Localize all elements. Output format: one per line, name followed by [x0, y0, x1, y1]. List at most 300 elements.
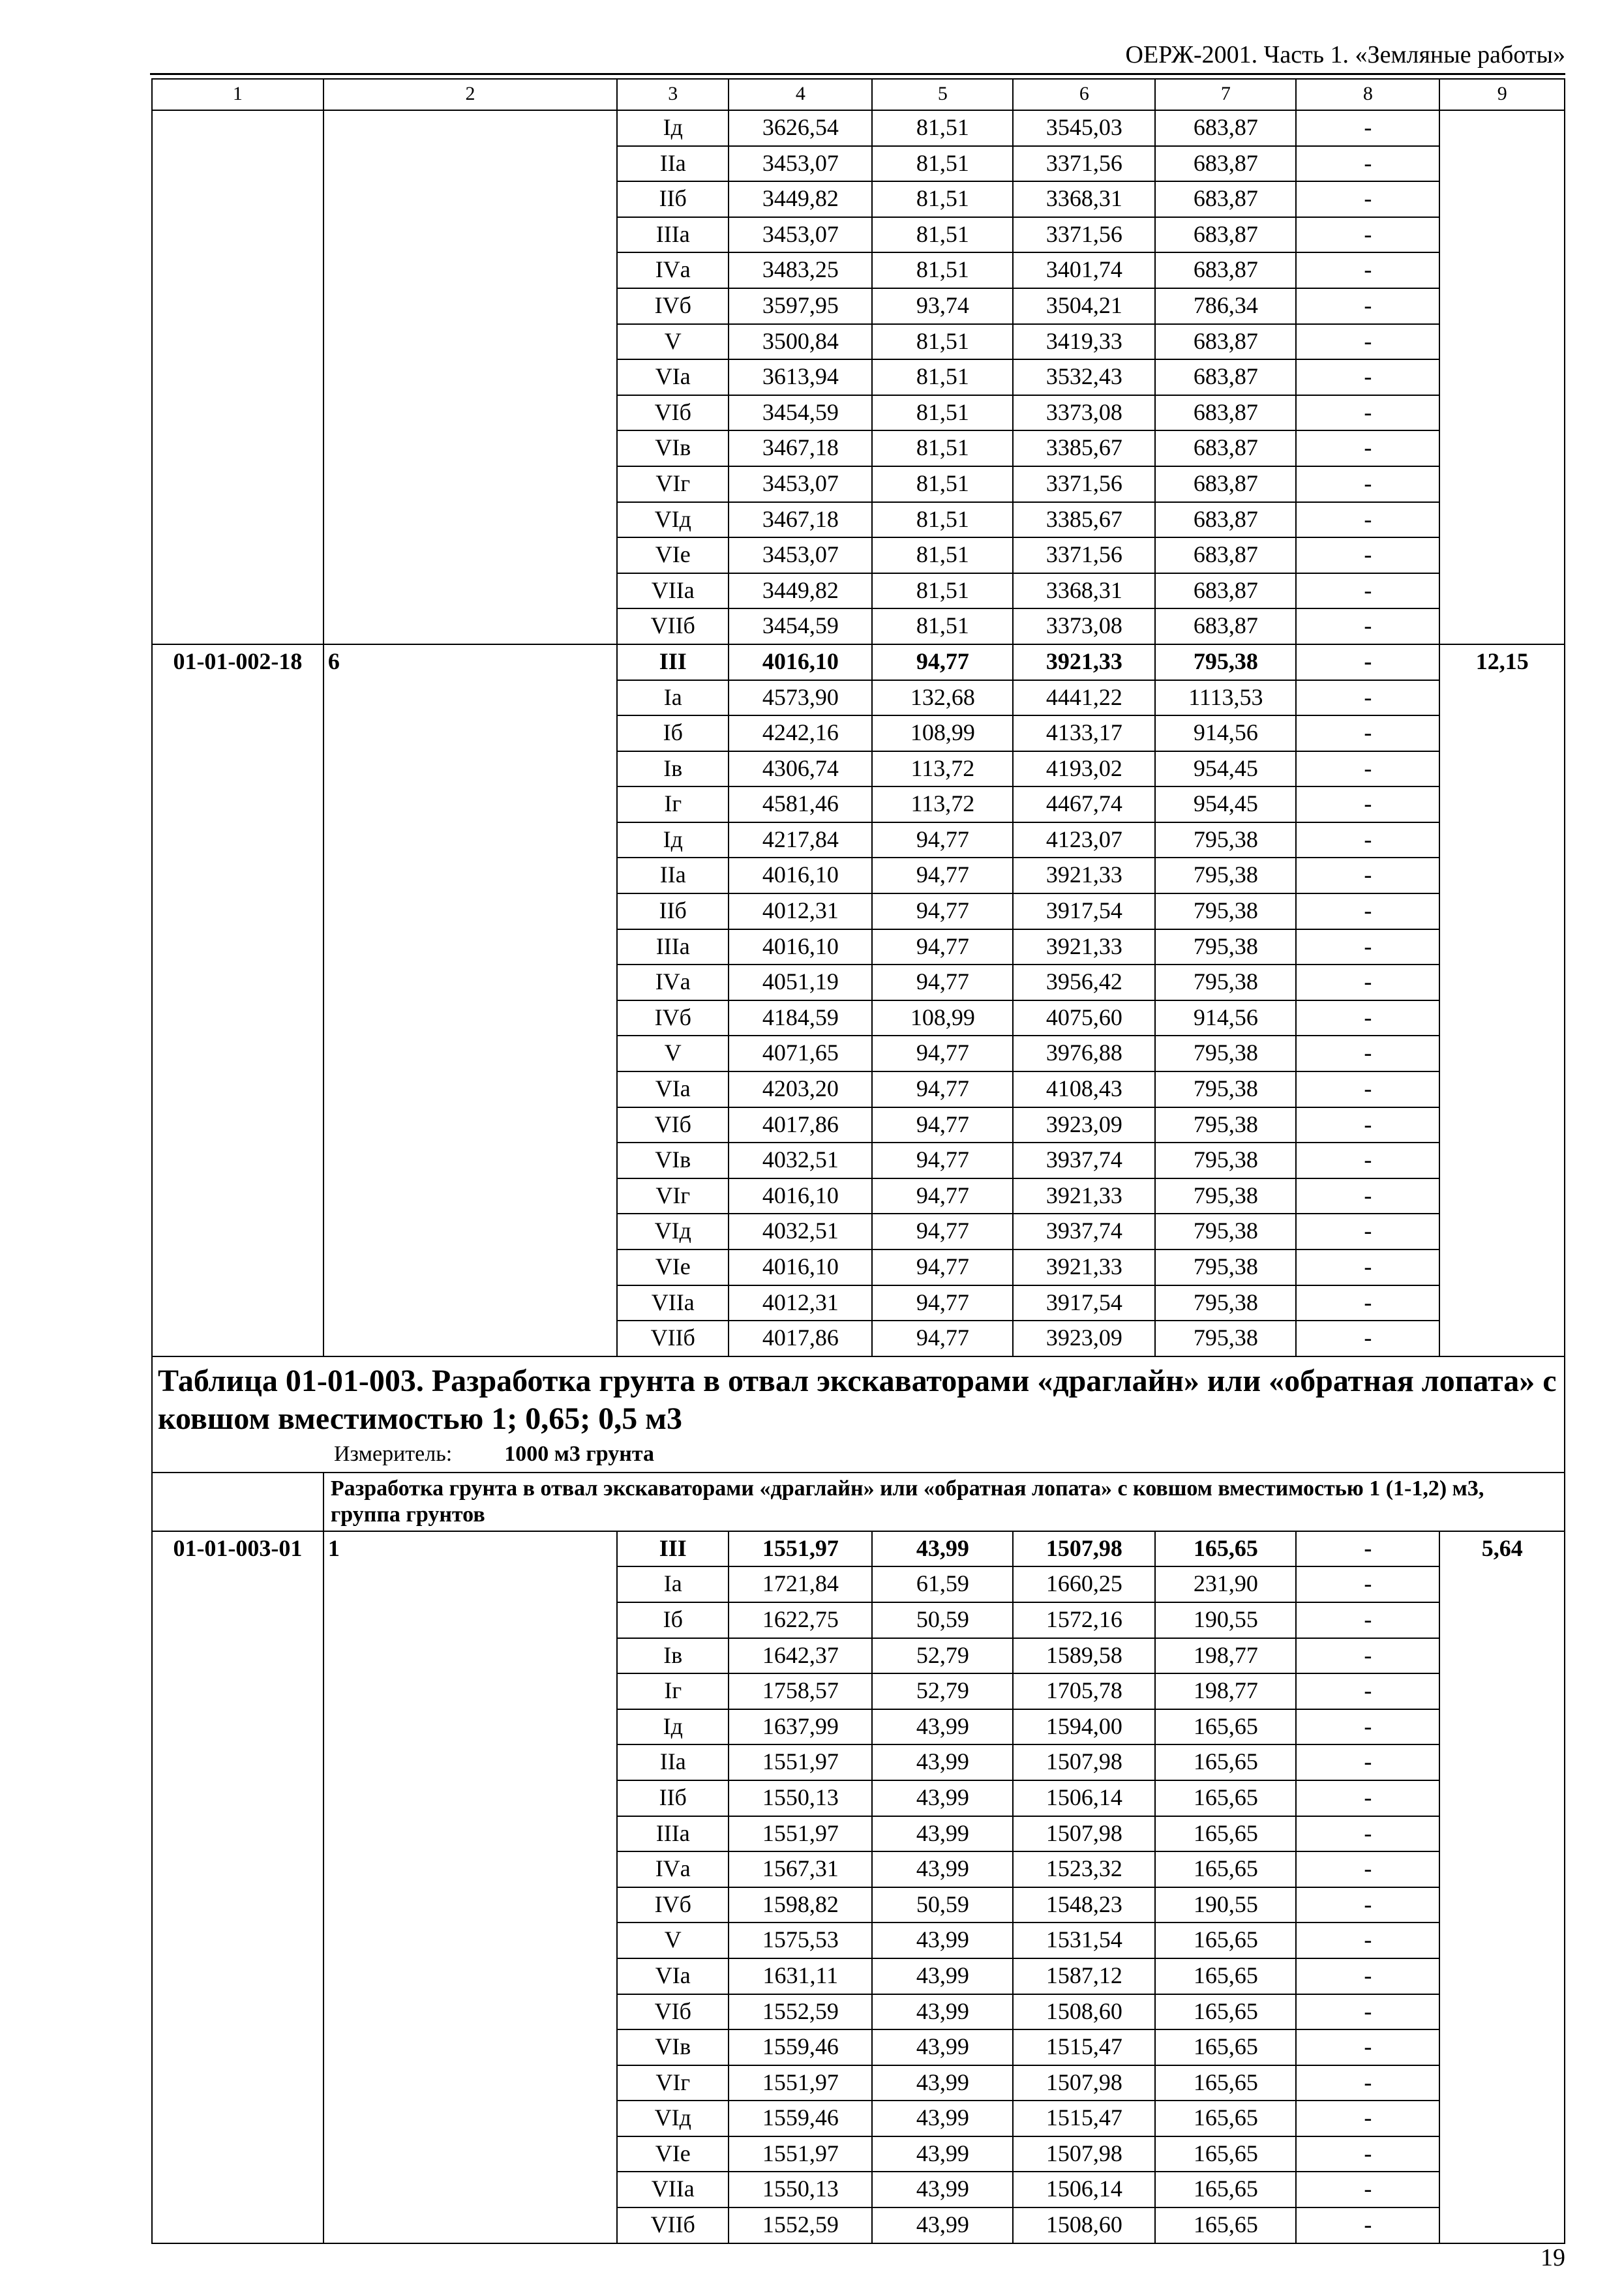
- materials-cost: -: [1296, 1709, 1439, 1745]
- materials-cost: -: [1296, 502, 1439, 538]
- table-title-cell: [152, 1356, 1565, 1473]
- soil-group: IIIа: [617, 929, 729, 965]
- soil-group: VIд: [617, 2101, 729, 2136]
- machinist-wage: 683,87: [1155, 359, 1296, 395]
- soil-group: Iд: [617, 822, 729, 858]
- header-rule: [150, 73, 1565, 75]
- soil-group: VIе: [617, 537, 729, 573]
- materials-cost: -: [1296, 1178, 1439, 1214]
- materials-cost: -: [1296, 1922, 1439, 1958]
- total-cost: 4217,84: [729, 822, 872, 858]
- machine-cost: 1523,32: [1013, 1851, 1155, 1887]
- total-cost: 3597,95: [729, 288, 872, 324]
- soil-group: VIг: [617, 2065, 729, 2101]
- soil-group: VIд: [617, 1214, 729, 1249]
- machinist-wage: 914,56: [1155, 715, 1296, 751]
- labor-cost: 94,77: [872, 893, 1013, 929]
- labor-cost: 43,99: [872, 1531, 1013, 1567]
- machinist-wage: 165,65: [1155, 2136, 1296, 2172]
- soil-group: Iв: [617, 1638, 729, 1674]
- materials-cost: -: [1296, 2029, 1439, 2065]
- machinist-wage: 683,87: [1155, 395, 1296, 431]
- soil-group: IVа: [617, 1851, 729, 1887]
- machine-cost: 1507,98: [1013, 1816, 1155, 1852]
- materials-cost: -: [1296, 1994, 1439, 2030]
- machinist-wage: 683,87: [1155, 502, 1296, 538]
- table-title-row: [152, 1356, 1565, 1473]
- machinist-wage: 165,65: [1155, 1780, 1296, 1816]
- soil-group: VIг: [617, 466, 729, 502]
- materials-cost: -: [1296, 1673, 1439, 1709]
- total-cost: 1637,99: [729, 1709, 872, 1745]
- total-cost: 1552,59: [729, 2207, 872, 2243]
- machinist-wage: 795,38: [1155, 1036, 1296, 1071]
- labor-cost: 94,77: [872, 1321, 1013, 1356]
- materials-cost: -: [1296, 644, 1439, 680]
- machine-cost: 1508,60: [1013, 2207, 1155, 2243]
- column-number: 3: [617, 79, 729, 110]
- materials-cost: -: [1296, 1036, 1439, 1071]
- machine-cost: 1548,23: [1013, 1887, 1155, 1923]
- rate-name: 1: [323, 1531, 617, 2243]
- machinist-wage: 165,65: [1155, 1994, 1296, 2030]
- total-cost: 1642,37: [729, 1638, 872, 1674]
- soil-group: IIб: [617, 1780, 729, 1816]
- total-cost: 3453,07: [729, 466, 872, 502]
- total-cost: 4017,86: [729, 1321, 872, 1356]
- labor-cost: 94,77: [872, 1285, 1013, 1321]
- labor-cost: 43,99: [872, 1780, 1013, 1816]
- machine-cost: 3385,67: [1013, 430, 1155, 466]
- column-number: 7: [1155, 79, 1296, 110]
- total-cost: 4016,10: [729, 644, 872, 680]
- materials-cost: -: [1296, 858, 1439, 893]
- soil-group: Iв: [617, 751, 729, 787]
- labor-cost: 94,77: [872, 1214, 1013, 1249]
- machinist-wage: 231,90: [1155, 1566, 1296, 1602]
- column-number: 8: [1296, 79, 1439, 110]
- materials-cost: -: [1296, 2101, 1439, 2136]
- machinist-wage: 165,65: [1155, 1958, 1296, 1994]
- total-cost: 4012,31: [729, 1285, 872, 1321]
- soil-group: VIе: [617, 1249, 729, 1285]
- machinist-wage: 795,38: [1155, 929, 1296, 965]
- total-cost: 3500,84: [729, 324, 872, 360]
- machine-cost: 3504,21: [1013, 288, 1155, 324]
- soil-group: VIIб: [617, 1321, 729, 1356]
- soil-group: Iа: [617, 680, 729, 716]
- labor-cost: 113,72: [872, 786, 1013, 822]
- machinist-wage: 683,87: [1155, 324, 1296, 360]
- materials-cost: -: [1296, 1958, 1439, 1994]
- machinist-wage: 683,87: [1155, 466, 1296, 502]
- soil-group: VIIб: [617, 2207, 729, 2243]
- materials-cost: -: [1296, 1214, 1439, 1249]
- machine-cost: 3545,03: [1013, 110, 1155, 146]
- materials-cost: -: [1296, 2136, 1439, 2172]
- materials-cost: -: [1296, 466, 1439, 502]
- machine-cost: 3976,88: [1013, 1036, 1155, 1071]
- materials-cost: -: [1296, 965, 1439, 1000]
- machine-cost: 3385,67: [1013, 502, 1155, 538]
- materials-cost: -: [1296, 1249, 1439, 1285]
- materials-cost: -: [1296, 608, 1439, 644]
- soil-group: Iб: [617, 1602, 729, 1638]
- total-cost: 1575,53: [729, 1922, 872, 1958]
- soil-group: V: [617, 1922, 729, 1958]
- total-cost: 4016,10: [729, 929, 872, 965]
- machinist-wage: 795,38: [1155, 1071, 1296, 1107]
- total-cost: 1721,84: [729, 1566, 872, 1602]
- labor-cost: 43,99: [872, 1958, 1013, 1994]
- total-cost: 4203,20: [729, 1071, 872, 1107]
- labor-cost: 81,51: [872, 466, 1013, 502]
- machinist-wage: 165,65: [1155, 2065, 1296, 2101]
- materials-cost: -: [1296, 1744, 1439, 1780]
- labor-cost: 81,51: [872, 324, 1013, 360]
- total-cost: 4184,59: [729, 1000, 872, 1036]
- total-cost: 1559,46: [729, 2029, 872, 2065]
- column-number-row: [152, 79, 1565, 110]
- labor-cost: 52,79: [872, 1638, 1013, 1674]
- labor-cost: 94,77: [872, 965, 1013, 1000]
- labor-cost: 43,99: [872, 1922, 1013, 1958]
- machine-cost: 3532,43: [1013, 359, 1155, 395]
- materials-cost: -: [1296, 1887, 1439, 1923]
- machine-cost: 3921,33: [1013, 929, 1155, 965]
- labor-cost: 94,77: [872, 1249, 1013, 1285]
- soil-group: VIIа: [617, 1285, 729, 1321]
- total-cost: 1550,13: [729, 2172, 872, 2207]
- total-cost: 4051,19: [729, 965, 872, 1000]
- labor-cost: 81,51: [872, 537, 1013, 573]
- labor-cost: 94,77: [872, 929, 1013, 965]
- machine-cost: 1515,47: [1013, 2029, 1155, 2065]
- soil-group: VIд: [617, 502, 729, 538]
- total-cost: 3626,54: [729, 110, 872, 146]
- price-table-body: [152, 79, 1565, 2243]
- materials-cost: -: [1296, 252, 1439, 288]
- soil-group: Iд: [617, 110, 729, 146]
- machinist-wage: 683,87: [1155, 573, 1296, 609]
- machine-cost: 3917,54: [1013, 893, 1155, 929]
- labor-rate: [1439, 110, 1565, 644]
- section-description: Разработка грунта в отвал экскаваторами «драглайн» или «обратная лопата» с ковшом вместимостью 1 (1-1,2) м3, группа грунтов: [323, 1473, 1565, 1531]
- total-cost: 3454,59: [729, 395, 872, 431]
- materials-cost: -: [1296, 395, 1439, 431]
- total-cost: 1551,97: [729, 1531, 872, 1567]
- machinist-wage: 683,87: [1155, 110, 1296, 146]
- materials-cost: -: [1296, 2065, 1439, 2101]
- materials-cost: -: [1296, 1107, 1439, 1143]
- materials-cost: -: [1296, 1071, 1439, 1107]
- labor-cost: 81,51: [872, 573, 1013, 609]
- total-cost: 3449,82: [729, 181, 872, 217]
- column-number: 5: [872, 79, 1013, 110]
- soil-group: Iб: [617, 715, 729, 751]
- labor-cost: 43,99: [872, 1709, 1013, 1745]
- machine-cost: 3917,54: [1013, 1285, 1155, 1321]
- table-row: [152, 110, 1565, 146]
- labor-cost: 113,72: [872, 751, 1013, 787]
- labor-rate: 12,15: [1439, 644, 1565, 1356]
- machinist-wage: 190,55: [1155, 1887, 1296, 1923]
- machine-cost: 1587,12: [1013, 1958, 1155, 1994]
- machinist-wage: 683,87: [1155, 430, 1296, 466]
- labor-rate: 5,64: [1439, 1531, 1565, 2243]
- labor-cost: 43,99: [872, 2172, 1013, 2207]
- labor-cost: 81,51: [872, 181, 1013, 217]
- soil-group: IIа: [617, 858, 729, 893]
- rate-code: 01-01-002-18: [152, 644, 323, 1356]
- total-cost: 3449,82: [729, 573, 872, 609]
- total-cost: 4071,65: [729, 1036, 872, 1071]
- machinist-wage: 683,87: [1155, 537, 1296, 573]
- price-table: [151, 78, 1565, 2244]
- machine-cost: 1506,14: [1013, 1780, 1155, 1816]
- machine-cost: 3921,33: [1013, 644, 1155, 680]
- soil-group: V: [617, 1036, 729, 1071]
- materials-cost: -: [1296, 181, 1439, 217]
- soil-group: IVб: [617, 1887, 729, 1923]
- column-number: 4: [729, 79, 872, 110]
- machinist-wage: 795,38: [1155, 1214, 1296, 1249]
- total-cost: 4032,51: [729, 1214, 872, 1249]
- column-number: 6: [1013, 79, 1155, 110]
- unit-of-measure: [334, 1441, 1559, 1468]
- total-cost: 1622,75: [729, 1602, 872, 1638]
- soil-group: VIг: [617, 1178, 729, 1214]
- section-row: [152, 1473, 1565, 1531]
- labor-cost: 81,51: [872, 502, 1013, 538]
- machine-cost: 1515,47: [1013, 2101, 1155, 2136]
- labor-cost: 108,99: [872, 1000, 1013, 1036]
- machinist-wage: 954,45: [1155, 751, 1296, 787]
- soil-group: VIв: [617, 2029, 729, 2065]
- total-cost: 4017,86: [729, 1107, 872, 1143]
- soil-group: VIе: [617, 2136, 729, 2172]
- soil-group: IIб: [617, 893, 729, 929]
- labor-cost: 94,77: [872, 858, 1013, 893]
- machinist-wage: 795,38: [1155, 1143, 1296, 1178]
- total-cost: 3453,07: [729, 537, 872, 573]
- machine-cost: 1705,78: [1013, 1673, 1155, 1709]
- labor-cost: 108,99: [872, 715, 1013, 751]
- materials-cost: -: [1296, 929, 1439, 965]
- soil-group: III: [617, 1531, 729, 1567]
- soil-group: IIа: [617, 1744, 729, 1780]
- machine-cost: 4108,43: [1013, 1071, 1155, 1107]
- total-cost: 1567,31: [729, 1851, 872, 1887]
- total-cost: 1631,11: [729, 1958, 872, 1994]
- materials-cost: -: [1296, 1000, 1439, 1036]
- soil-group: Iг: [617, 1673, 729, 1709]
- materials-cost: -: [1296, 110, 1439, 146]
- soil-group: Iа: [617, 1566, 729, 1602]
- machine-cost: 3956,42: [1013, 965, 1155, 1000]
- total-cost: 4242,16: [729, 715, 872, 751]
- page-number: 19: [1541, 2244, 1565, 2271]
- machine-cost: 1594,00: [1013, 1709, 1155, 1745]
- soil-group: VIб: [617, 1107, 729, 1143]
- machinist-wage: 165,65: [1155, 2172, 1296, 2207]
- machinist-wage: 795,38: [1155, 965, 1296, 1000]
- machine-cost: 3923,09: [1013, 1321, 1155, 1356]
- machinist-wage: 683,87: [1155, 608, 1296, 644]
- machine-cost: 1507,98: [1013, 1744, 1155, 1780]
- labor-cost: 94,77: [872, 1143, 1013, 1178]
- machine-cost: 3921,33: [1013, 1249, 1155, 1285]
- soil-group: IIа: [617, 146, 729, 182]
- soil-group: Iд: [617, 1709, 729, 1745]
- machine-cost: 3368,31: [1013, 573, 1155, 609]
- materials-cost: -: [1296, 1285, 1439, 1321]
- table-row: [152, 644, 1565, 680]
- total-cost: 1551,97: [729, 1816, 872, 1852]
- total-cost: 3467,18: [729, 430, 872, 466]
- machinist-wage: 683,87: [1155, 252, 1296, 288]
- soil-group: V: [617, 324, 729, 360]
- machine-cost: 4075,60: [1013, 1000, 1155, 1036]
- total-cost: 4032,51: [729, 1143, 872, 1178]
- machinist-wage: 914,56: [1155, 1000, 1296, 1036]
- materials-cost: -: [1296, 537, 1439, 573]
- labor-cost: 43,99: [872, 1816, 1013, 1852]
- labor-cost: 93,74: [872, 288, 1013, 324]
- labor-cost: 94,77: [872, 1178, 1013, 1214]
- materials-cost: -: [1296, 1816, 1439, 1852]
- labor-cost: 81,51: [872, 252, 1013, 288]
- total-cost: 1552,59: [729, 1994, 872, 2030]
- unit-value: 1000 м3 грунта: [504, 1441, 654, 1466]
- materials-cost: -: [1296, 822, 1439, 858]
- machine-cost: 1508,60: [1013, 1994, 1155, 2030]
- soil-group: VIа: [617, 1958, 729, 1994]
- table-row: [152, 1531, 1565, 1567]
- labor-cost: 81,51: [872, 359, 1013, 395]
- labor-cost: 81,51: [872, 146, 1013, 182]
- total-cost: 1551,97: [729, 1744, 872, 1780]
- soil-group: VIб: [617, 1994, 729, 2030]
- labor-cost: 81,51: [872, 608, 1013, 644]
- soil-group: VIв: [617, 430, 729, 466]
- machine-cost: 3371,56: [1013, 466, 1155, 502]
- machinist-wage: 795,38: [1155, 1178, 1296, 1214]
- machinist-wage: 795,38: [1155, 858, 1296, 893]
- materials-cost: -: [1296, 2172, 1439, 2207]
- labor-cost: 50,59: [872, 1887, 1013, 1923]
- soil-group: VIIб: [617, 608, 729, 644]
- soil-group: VIб: [617, 395, 729, 431]
- labor-cost: 43,99: [872, 2065, 1013, 2101]
- soil-group: IIIа: [617, 1816, 729, 1852]
- table-title: Таблица 01-01-003. Разработка грунта в отвал экскаваторами «драглайн» или «обратная лопата» с ковшом вместимостью 1; 0,65; 0,5 м3: [158, 1363, 1557, 1436]
- machine-cost: 3937,74: [1013, 1214, 1155, 1249]
- total-cost: 4016,10: [729, 858, 872, 893]
- rate-code: [152, 110, 323, 644]
- machinist-wage: 1113,53: [1155, 680, 1296, 716]
- soil-group: VIв: [617, 1143, 729, 1178]
- machine-cost: 3368,31: [1013, 181, 1155, 217]
- machine-cost: 1572,16: [1013, 1602, 1155, 1638]
- labor-cost: 43,99: [872, 2029, 1013, 2065]
- soil-group: IIIа: [617, 217, 729, 253]
- machinist-wage: 165,65: [1155, 1709, 1296, 1745]
- machinist-wage: 795,38: [1155, 1285, 1296, 1321]
- machine-cost: 3373,08: [1013, 608, 1155, 644]
- labor-cost: 43,99: [872, 1851, 1013, 1887]
- total-cost: 1598,82: [729, 1887, 872, 1923]
- total-cost: 1559,46: [729, 2101, 872, 2136]
- soil-group: VIIа: [617, 573, 729, 609]
- section-spacer: [152, 1473, 323, 1531]
- machinist-wage: 795,38: [1155, 1321, 1296, 1356]
- machine-cost: 3401,74: [1013, 252, 1155, 288]
- labor-cost: 81,51: [872, 217, 1013, 253]
- total-cost: 4016,10: [729, 1178, 872, 1214]
- machine-cost: 1507,98: [1013, 1531, 1155, 1567]
- materials-cost: -: [1296, 751, 1439, 787]
- machinist-wage: 795,38: [1155, 893, 1296, 929]
- machine-cost: 1589,58: [1013, 1638, 1155, 1674]
- machine-cost: 1507,98: [1013, 2136, 1155, 2172]
- unit-label: Измеритель:: [334, 1441, 453, 1466]
- machine-cost: 3921,33: [1013, 858, 1155, 893]
- total-cost: 3454,59: [729, 608, 872, 644]
- materials-cost: -: [1296, 715, 1439, 751]
- machinist-wage: 165,65: [1155, 1531, 1296, 1567]
- labor-cost: 61,59: [872, 1566, 1013, 1602]
- column-number: 1: [152, 79, 323, 110]
- rate-name: 6: [323, 644, 617, 1356]
- labor-cost: 43,99: [872, 2207, 1013, 2243]
- total-cost: 1551,97: [729, 2065, 872, 2101]
- machine-cost: 1506,14: [1013, 2172, 1155, 2207]
- labor-cost: 94,77: [872, 1107, 1013, 1143]
- rate-code: 01-01-003-01: [152, 1531, 323, 2243]
- machine-cost: 4123,07: [1013, 822, 1155, 858]
- soil-group: IVб: [617, 1000, 729, 1036]
- machinist-wage: 683,87: [1155, 146, 1296, 182]
- machinist-wage: 165,65: [1155, 1744, 1296, 1780]
- machine-cost: 4467,74: [1013, 786, 1155, 822]
- soil-group: IVб: [617, 288, 729, 324]
- soil-group: Iг: [617, 786, 729, 822]
- column-number: 2: [323, 79, 617, 110]
- machinist-wage: 795,38: [1155, 644, 1296, 680]
- materials-cost: -: [1296, 1602, 1439, 1638]
- labor-cost: 43,99: [872, 2101, 1013, 2136]
- materials-cost: -: [1296, 430, 1439, 466]
- total-cost: 1758,57: [729, 1673, 872, 1709]
- labor-cost: 132,68: [872, 680, 1013, 716]
- labor-cost: 43,99: [872, 2136, 1013, 2172]
- machinist-wage: 786,34: [1155, 288, 1296, 324]
- soil-group: VIIа: [617, 2172, 729, 2207]
- labor-cost: 50,59: [872, 1602, 1013, 1638]
- machine-cost: 4193,02: [1013, 751, 1155, 787]
- labor-cost: 81,51: [872, 395, 1013, 431]
- materials-cost: -: [1296, 146, 1439, 182]
- materials-cost: -: [1296, 680, 1439, 716]
- labor-cost: 94,77: [872, 1036, 1013, 1071]
- page-header: ОЕРЖ-2001. Часть 1. «Земляные работы»: [1125, 41, 1565, 68]
- machine-cost: 3373,08: [1013, 395, 1155, 431]
- rate-name: [323, 110, 617, 644]
- labor-cost: 94,77: [872, 644, 1013, 680]
- labor-cost: 52,79: [872, 1673, 1013, 1709]
- machine-cost: 3371,56: [1013, 146, 1155, 182]
